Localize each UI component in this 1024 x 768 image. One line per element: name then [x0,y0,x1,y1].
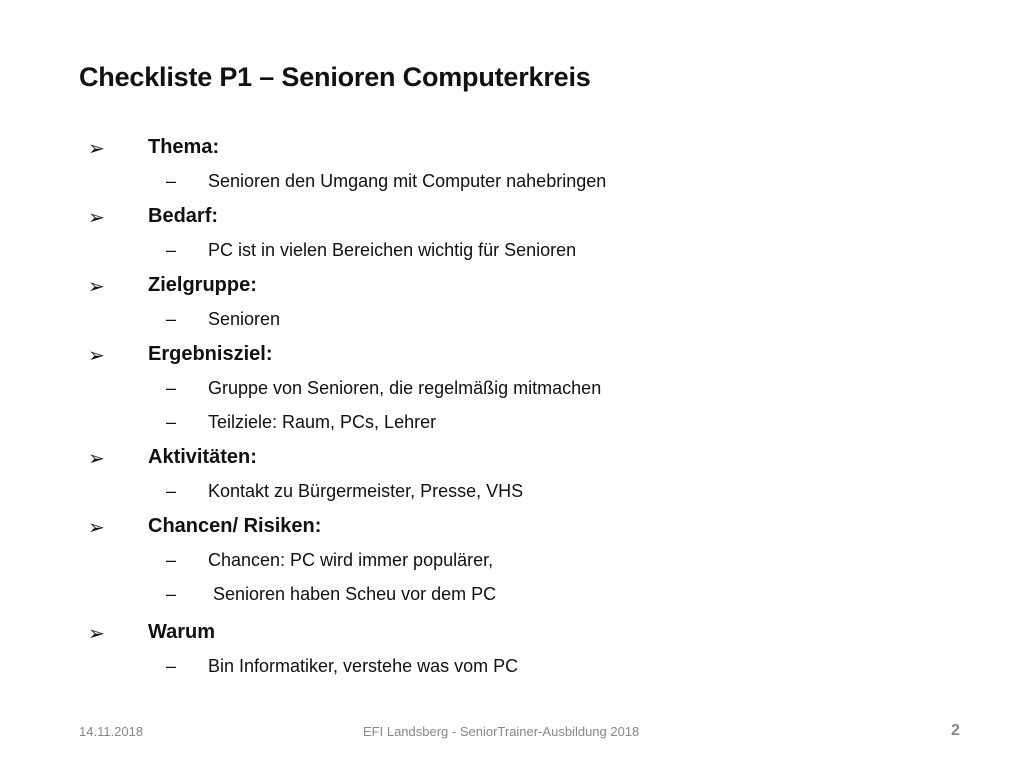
sub-item-text: Teilziele: Raum, PCs, Lehrer [208,412,437,432]
footer-date: 14.11.2018 [79,724,144,739]
dash-bullet: – [166,550,177,570]
section-heading: Chancen/ Risiken: [148,515,322,537]
dash-bullet: – [166,240,177,260]
dash-bullet: – [166,412,177,432]
arrow-bullet-icon: ➢ [88,138,105,160]
section-heading: Ergebnisziel: [148,343,273,365]
arrow-bullet-icon: ➢ [88,345,105,367]
sub-item-text: Chancen: PC wird immer populärer, [208,550,494,570]
sub-item-text: Senioren den Umgang mit Computer nahebringen [208,171,607,191]
dash-bullet: – [166,656,177,676]
section-heading: Aktivitäten: [148,446,257,468]
sub-item-text: Bin Informatiker, verstehe was vom PC [208,656,519,676]
section-heading: Zielgruppe: [148,274,257,296]
sub-item-text: Kontakt zu Bürgermeister, Presse, VHS [208,481,524,501]
sub-item-text: PC ist in vielen Bereichen wichtig für Senioren [208,240,577,260]
arrow-bullet-icon: ➢ [88,448,105,470]
sub-item-text: Senioren [208,309,281,329]
arrow-bullet-icon: ➢ [88,207,105,229]
dash-bullet: – [166,378,177,398]
page-number: 2 [951,722,960,739]
dash-bullet: – [166,584,177,604]
dash-bullet: – [166,309,177,329]
arrow-bullet-icon: ➢ [88,623,105,645]
section-heading: Thema: [148,136,220,158]
dash-bullet: – [166,171,177,191]
sub-item-text: Gruppe von Senioren, die regelmäßig mitmachen [208,378,602,398]
arrow-bullet-icon: ➢ [88,276,105,298]
dash-bullet: – [166,481,177,501]
section-heading: Warum [148,621,216,643]
slide-title: Checkliste P1 – Senioren Computerkreis [79,62,591,92]
arrow-bullet-icon: ➢ [88,517,105,539]
footer-title: EFI Landsberg - SeniorTrainer-Ausbildung 2018 [363,724,640,739]
sub-item-text: Senioren haben Scheu vor dem PC [208,584,497,604]
section-heading: Bedarf: [148,205,219,227]
